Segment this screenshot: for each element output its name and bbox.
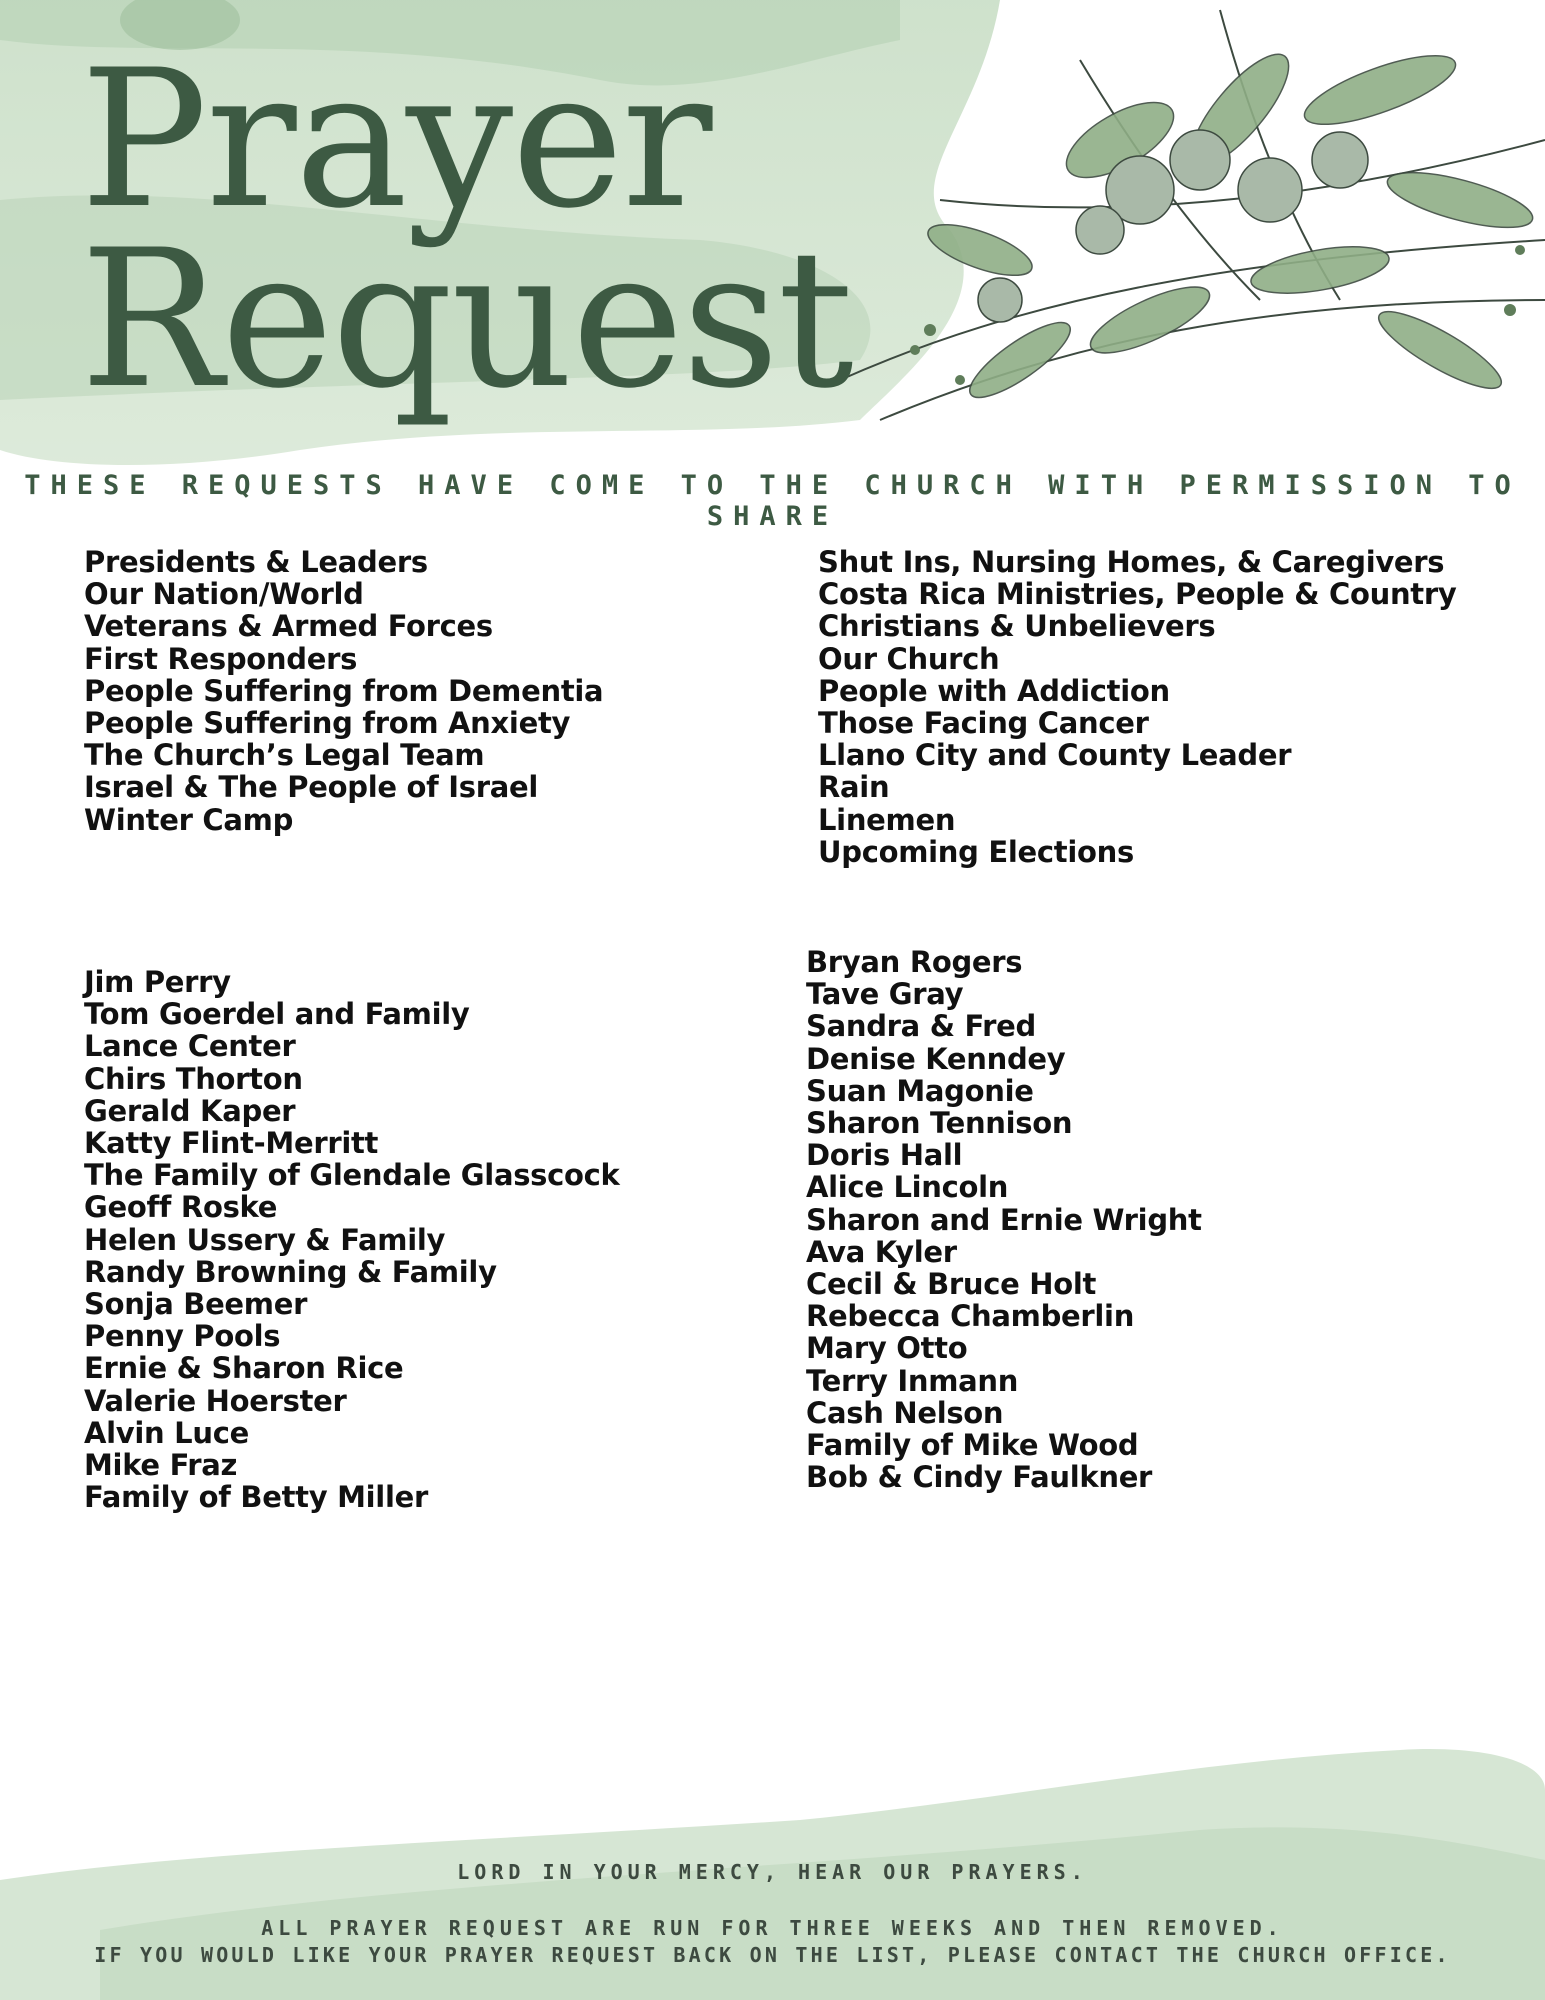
page-subtitle: THESE REQUESTS HAVE COME TO THE CHURCH WITH PERMISSION TO SHARE — [24, 470, 1521, 532]
list-item: Cash Nelson — [806, 1395, 1004, 1430]
list-item: The Family of Glendale Glasscock — [84, 1158, 620, 1193]
footer-removal-note: ALL PRAYER REQUEST ARE RUN FOR THREE WEEKS AND THEN REMOVED. — [261, 1916, 1284, 1940]
list-item: People Suffering from Dementia — [84, 673, 604, 708]
list-item: People Suffering from Anxiety — [84, 706, 571, 741]
list-item: Penny Pools — [84, 1319, 281, 1354]
list-item: Our Nation/World — [84, 577, 364, 612]
list-item: Rain — [818, 770, 890, 805]
list-item: Christians & Unbelievers — [818, 609, 1216, 644]
list-item: Jim Perry — [84, 965, 231, 999]
list-item: Alice Lincoln — [806, 1170, 1009, 1205]
list-item: Tom Goerdel and Family — [84, 997, 470, 1032]
topics-list-right — [818, 546, 1456, 868]
list-item: Winter Camp — [84, 802, 294, 837]
topics-list-left — [84, 546, 603, 836]
list-item: Helen Ussery & Family — [84, 1222, 446, 1257]
list-item: Alvin Luce — [84, 1415, 249, 1450]
list-item: Family of Betty Miller — [84, 1480, 428, 1515]
list-item: Rebecca Chamberlin — [806, 1299, 1135, 1334]
list-item: Lance Center — [84, 1029, 296, 1064]
list-item: Sonja Beemer — [84, 1287, 308, 1322]
list-item: Suan Magonie — [806, 1073, 1034, 1108]
list-item: Presidents & Leaders — [84, 545, 428, 579]
list-item: Doris Hall — [806, 1138, 963, 1173]
list-item: Gerald Kaper — [84, 1093, 296, 1128]
list-item: People with Addiction — [818, 673, 1170, 708]
list-item: Randy Browning & Family — [84, 1254, 497, 1289]
list-item: Terry Inmann — [806, 1363, 1019, 1398]
people-list-left — [84, 966, 620, 1513]
list-item: Family of Mike Wood — [806, 1428, 1139, 1463]
list-item: Mike Fraz — [84, 1448, 238, 1483]
list-item: Geoff Roske — [84, 1190, 278, 1225]
list-item: Katty Flint-Merritt — [84, 1126, 379, 1161]
people-list-right — [806, 946, 1202, 1493]
list-item: Valerie Hoerster — [84, 1383, 347, 1418]
page-title-line-2: Request — [80, 209, 852, 430]
page-title-line-1: Prayer — [80, 29, 711, 250]
eucalyptus-foliage-illustration — [820, 0, 1545, 460]
list-item: Our Church — [818, 641, 1000, 676]
list-item: Sandra & Fred — [806, 1009, 1036, 1044]
list-item: Mary Otto — [806, 1331, 968, 1366]
list-item: Sharon and Ernie Wright — [806, 1202, 1202, 1237]
list-item: Sharon Tennison — [806, 1106, 1073, 1141]
list-item: Costa Rica Ministries, People & Country — [818, 577, 1457, 612]
list-item: First Responders — [84, 641, 358, 676]
list-item: Llano City and County Leader — [818, 738, 1292, 773]
list-item: Ernie & Sharon Rice — [84, 1351, 404, 1386]
list-item: The Church’s Legal Team — [84, 738, 485, 773]
list-item: Veterans & Armed Forces — [84, 609, 493, 644]
list-item: Tave Gray — [806, 977, 964, 1012]
list-item: Ava Kyler — [806, 1234, 957, 1269]
footer-contact-note: IF YOU WOULD LIKE YOUR PRAYER REQUEST BACK ON THE LIST, PLEASE CONTACT THE CHURCH OFFICE. — [94, 1943, 1451, 1967]
list-item: Bob & Cindy Faulkner — [806, 1460, 1153, 1495]
list-item: Cecil & Bruce Holt — [806, 1267, 1097, 1302]
list-item: Linemen — [818, 802, 956, 837]
list-item: Denise Kenndey — [806, 1041, 1066, 1076]
list-item: Chirs Thorton — [84, 1061, 303, 1096]
list-item: Shut Ins, Nursing Homes, & Caregivers — [818, 545, 1445, 579]
footer-blessing: LORD IN YOUR MERCY, HEAR OUR PRAYERS. — [457, 1860, 1088, 1884]
list-item: Upcoming Elections — [818, 834, 1134, 869]
list-item: Bryan Rogers — [806, 945, 1023, 979]
list-item: Israel & The People of Israel — [84, 770, 538, 805]
list-item: Those Facing Cancer — [818, 706, 1149, 741]
